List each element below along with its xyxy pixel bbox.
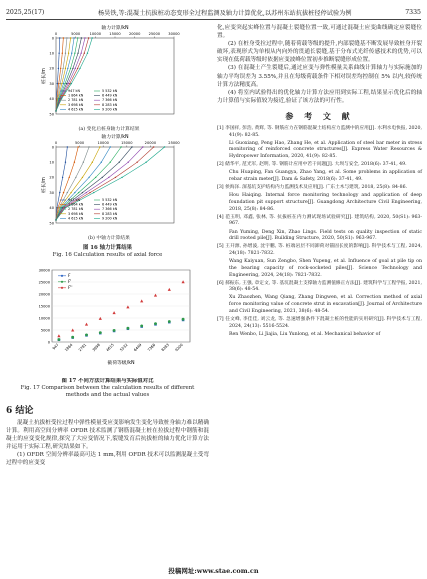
data-point	[95, 177, 96, 178]
data-point	[72, 68, 73, 69]
data-point	[88, 37, 89, 38]
data-point	[71, 83, 72, 84]
legend-label: 8 283 kN	[102, 211, 118, 216]
x-tick-label: 15000	[109, 32, 121, 36]
legend-label: 5 532 kN	[102, 89, 118, 93]
fig17-caption-cn: 图 17 不同方法计算结果与实际值对比	[61, 378, 154, 384]
y-tick-label: 25000	[38, 280, 50, 285]
x-tick-label: 9200	[174, 342, 184, 353]
data-point	[168, 288, 171, 291]
y-tick-label: 10	[49, 51, 54, 56]
x-tick-label: 20000	[128, 32, 141, 36]
reference-item: [3] 侯海泽. 深基坑支护结构内力监测技术及应用[J]. 广东土木与建筑, 2018, 25(8): 84-86.	[217, 185, 408, 191]
data-point	[59, 192, 60, 193]
y-tick-label: 10000	[38, 316, 50, 321]
y-tick-label: 40	[49, 206, 54, 211]
data-point	[70, 68, 71, 69]
data-point	[67, 146, 68, 147]
reference-item: Li Guoxiang, Peng Hao, Zhang He, et al. Application of steel bar meter in stress monitoring of reinforced concrete structures[J]. Express Water Resources & Hydropower Information, 2020, 41(9): 82-85.	[229, 140, 422, 160]
data-point	[58, 53, 59, 54]
data-point	[63, 192, 64, 193]
legend-label: 7 366 kN	[102, 98, 118, 103]
data-point	[102, 177, 103, 178]
reference-item: [7] 任文峰, 李佳佳, 刘云龙, 等. 急速增强条件下混凝土桩的性能的实用研究[J]. 科学技术与工程, 2024, 24(13): 5516-5524.	[217, 316, 422, 329]
x-tick-label: 947	[51, 342, 60, 351]
section-heading: 6 结论	[6, 406, 34, 416]
data-point	[115, 177, 116, 178]
data-point	[65, 68, 66, 69]
data-point	[84, 53, 85, 54]
reference-item: [2] 储华平, 范光军, 赵明, 等. 钢筋计应用中若干问题[J]. 大坝与安全, 2018(6): 37-41, 49.	[217, 162, 407, 168]
data-point	[84, 37, 85, 38]
data-point	[65, 53, 66, 54]
legend-label: 6 449 kN	[102, 93, 118, 98]
reference-item: Xu Zhaozhen, Wang Qiang, Zhang Dingwen, et al. Correction method of axial force monitoring value of concrete strut in excavation[J]. Journal of Architecture and Civil Engineering, 2021, 38(6): 48-54.	[229, 295, 422, 314]
data-point	[93, 192, 94, 193]
y-tick-label: 20000	[38, 292, 50, 297]
data-point	[92, 162, 93, 163]
y-tick-label: 40	[49, 97, 54, 102]
running-header	[6, 5, 421, 20]
data-point	[119, 162, 120, 163]
left-column	[6, 24, 209, 468]
y-tick-label: 30	[49, 190, 54, 195]
data-point	[86, 192, 87, 193]
data-point	[80, 53, 81, 54]
y-tick-label: 50	[49, 112, 54, 117]
legend-label: F	[68, 273, 71, 278]
data-point	[78, 192, 79, 193]
data-point	[68, 53, 69, 54]
data-point	[58, 68, 59, 69]
data-point	[85, 334, 88, 337]
legend-label: 8 283 kN	[102, 102, 118, 107]
data-point	[140, 325, 143, 328]
y-tick-label: 50	[49, 221, 54, 226]
legend-label: 2 781 kN	[68, 98, 84, 103]
data-point	[65, 162, 66, 163]
header-page-number: 7335	[405, 8, 421, 16]
y-tick-label: 20	[49, 66, 54, 71]
data-point	[61, 83, 62, 84]
data-point	[91, 37, 92, 38]
conclusion-item-4: (4) 将室内试验得出的优化轴力计算方法应用到实际工程,结果显示优化后的轴力计算值与实际值较为接近,验证了该方法的可行性。	[217, 89, 422, 104]
conclusion-item-2: (2) 在桩身受拉过程中,随着荷载等级的提升,内部裂缝基不断发展导致桩身开裂破坏,表现形式为单根从内向外的贯通长裂缝,基于分布式光纤传感技术的优势,可以实现在低荷载等级时依据应变波峰位置初步推断裂缝形成位置。	[217, 41, 422, 64]
x-tick-label: 25000	[168, 141, 180, 145]
x-tick-label: 10000	[97, 141, 109, 145]
x-tick-label: 1864	[64, 342, 74, 353]
data-point	[136, 162, 137, 163]
fig17-chart	[28, 262, 198, 374]
data-point	[110, 146, 111, 147]
y-tick-label: 0	[51, 36, 54, 41]
x-tick-label: 8283	[160, 342, 171, 353]
data-point	[108, 177, 109, 178]
data-point	[59, 37, 60, 38]
data-point	[66, 37, 67, 38]
data-point	[74, 53, 75, 54]
legend-label: 3 698 kN	[68, 102, 84, 107]
legend-label: F''	[68, 285, 73, 290]
legend-label: 947 kN	[68, 198, 81, 202]
data-point	[127, 327, 130, 330]
fig17-caption-en: Fig. 17 Comparison between the calculation results of different methods and the actual values	[20, 385, 195, 398]
y-tick-label: 15000	[38, 304, 50, 309]
data-point	[81, 37, 82, 38]
reference-item: Hou Haiqing. Internal force monitoring technology and application of deep foundation pit support structure[J]. Guangdong Architecture Civil Engineering, 2018, 25(8): 84-86.	[229, 193, 422, 212]
data-point	[74, 162, 75, 163]
data-point	[89, 192, 90, 193]
data-point	[57, 83, 58, 84]
data-point	[79, 68, 80, 69]
data-point	[71, 53, 72, 54]
legend-label: 9 200 kN	[102, 107, 118, 112]
conclusion-item-1: (1) OFDR 空间分辨率最高可达 1 mm,利用 OFDR 技术可以监测混凝土受弯过程中的应变变	[6, 452, 209, 467]
y-tick-label: 5000	[40, 328, 50, 333]
figure-17	[28, 262, 198, 378]
y-axis-label: 桩长/m	[42, 177, 47, 193]
y-tick-label: 0	[47, 340, 50, 345]
x-tick-label: 30000	[168, 32, 180, 36]
conclusion-intro: 混凝土抗拔桩受拉过程中弹性模量受应变影响发生变化导致桩身轴力难以精确计算。利用高空间分辨率 OFDR 技术监测了钢筋混凝土桩在拉拔过程中钢筋和混凝土的应变变化规律,探究了大应变情况下,裂缝发育后抗拔桩的轴力优化计算方法并运用于实际工程,研究结果如下。	[6, 420, 209, 451]
reference-item: [1] 李国祥, 彭浩, 黄辉, 等. 钢筋应力在钢筋混凝土结构应力监测中的应用[J]. 水利水电快报, 2020, 41(9): 82-85.	[217, 125, 422, 138]
data-point	[121, 177, 122, 178]
data-point	[99, 331, 102, 334]
x-tick-label: 2781	[77, 342, 88, 353]
data-point	[142, 146, 143, 147]
reference-item: [5] 王开源, 孙增波, 沈宇鹏, 等. 桩端岩层不同卸荷对锚固长度的影响[J]. 科学技术与工程, 2024, 24(18): 7821-7832.	[217, 244, 422, 257]
data-point	[140, 299, 143, 302]
data-point	[77, 53, 78, 54]
data-point	[62, 68, 63, 69]
data-point	[131, 146, 132, 147]
legend-label: F'	[68, 279, 72, 284]
data-point	[67, 192, 68, 193]
data-point	[128, 162, 129, 163]
reference-item: Ren Wenbo, Li Jiajia, Liu Yunlong, et al. Mechanical behavior of	[229, 331, 381, 337]
legend-label: 4 615 kN	[68, 107, 84, 112]
x-tick-label: 5000	[71, 32, 81, 36]
data-point	[182, 318, 185, 321]
data-point	[99, 146, 100, 147]
x-tick-label: 7366	[146, 342, 157, 353]
x-axis-label: 截荷等级/kN	[107, 361, 135, 366]
data-point	[74, 192, 75, 193]
fig16-caption-cn: 图 16 轴力计算结果	[83, 245, 132, 251]
fig16a-subcaption: (a) 变化后桩身轴力计算结果	[78, 127, 140, 132]
fig16-caption-en: Fig. 16 Calculation results of axial force	[52, 252, 163, 258]
data-point	[57, 334, 60, 337]
data-point	[120, 146, 121, 147]
data-point	[85, 323, 88, 326]
data-point	[145, 162, 146, 163]
x-tick-label: 10000	[89, 32, 102, 36]
data-point	[70, 192, 71, 193]
data-point	[82, 177, 83, 178]
legend-label: 1 864 kN	[68, 202, 84, 207]
data-point	[62, 53, 63, 54]
conclusion-item-1-cont: 化,应变突起实峰位置与混凝土裂缝位置一致,可通过混凝土应变曲线确定应裂缝位置。	[217, 25, 422, 40]
data-point	[63, 37, 64, 38]
data-point	[71, 336, 74, 339]
data-point	[75, 68, 76, 69]
data-point	[88, 177, 89, 178]
x-tick-label: 6449	[133, 342, 143, 353]
legend-label: 7 366 kN	[102, 207, 118, 212]
legend-label: 4 615 kN	[68, 216, 84, 221]
legend-label: 6 449 kN	[102, 202, 118, 207]
data-point	[164, 146, 165, 147]
fig16a-chart	[34, 24, 184, 124]
reference-item: [4] 范玉明, 邓鑫, 张林, 等. 抗拔桩在内力测试现场试验研究[J]. 建筑结构, 2020, 50(S1): 963-967.	[217, 214, 422, 227]
legend-label: 1 864 kN	[68, 93, 84, 98]
x-tick-label: 3698	[91, 342, 102, 353]
data-point	[60, 83, 61, 84]
data-point	[182, 280, 185, 283]
y-tick-label: 10	[49, 160, 54, 165]
reference-item: [6] 郝振东, 王强, 章定文, 等. 基坑混凝土支撑轴力监测值修正方法[J]. 建筑科学与工程学报, 2021, 38(6): 48-54.	[217, 280, 422, 293]
data-point	[87, 53, 88, 54]
data-point	[113, 329, 116, 332]
legend-marker	[61, 281, 63, 283]
data-point	[77, 146, 78, 147]
data-point	[154, 322, 157, 325]
data-point	[82, 192, 83, 193]
data-point	[60, 68, 61, 69]
data-point	[73, 37, 74, 38]
data-point	[101, 162, 102, 163]
data-point	[58, 83, 59, 84]
x-tick-label: 4615	[105, 342, 115, 353]
fig16b-subcaption: (b) 中轴力计算结果	[88, 236, 130, 241]
data-point	[113, 311, 116, 314]
reference-list	[217, 126, 422, 338]
figure-16	[34, 24, 184, 242]
data-point	[69, 177, 70, 178]
data-point	[77, 68, 78, 69]
y-tick-label: 30	[49, 81, 54, 86]
data-point	[67, 68, 68, 69]
y-axis-label: 桩长/m	[42, 68, 47, 84]
x-axis-label: 轴力计算/kN	[101, 135, 129, 140]
x-tick-label: 0	[54, 141, 58, 145]
header-volume: 2025,25(17)	[6, 8, 45, 16]
legend-label: 5 532 kN	[102, 198, 118, 202]
data-point	[55, 110, 56, 111]
fig16b-chart	[34, 133, 184, 233]
x-tick-label: 5000	[75, 141, 85, 145]
legend-label: 3 698 kN	[68, 211, 84, 216]
legend-label: 947 kN	[68, 89, 81, 93]
data-point	[58, 338, 61, 341]
legend-label: 9 200 kN	[102, 216, 118, 221]
conclusion-item-3: (3) 在混凝土产生裂缝后,通过应变与弹性模量关系曲线计算轴力与实际施加的轴力平均误差为 3.55%,并且在每级荷载条件下相对误差均控制在 5% 以内,较传统计算方法精度高。	[217, 65, 422, 88]
x-tick-label: 25000	[148, 32, 161, 36]
reference-item: Fan Yuming, Deng Xin, Zhao Lings. Field tests on quality inspection of static drill rooted pile[J]. Building Structure, 2020, 50(S1): 963-967.	[229, 229, 422, 242]
data-point	[83, 162, 84, 163]
data-point	[168, 320, 171, 323]
data-point	[66, 83, 67, 84]
y-tick-label: 30000	[38, 268, 50, 273]
data-point	[153, 146, 154, 147]
reference-item: Chu Huaping, Fan Guangya, Zhao Yang, et al. Some problems in application of rebar strain meter[J]. Dam & Safety, 2018(6): 37-41, 49.	[229, 170, 422, 183]
data-point	[63, 83, 64, 84]
legend-marker	[61, 287, 63, 289]
data-point	[62, 177, 63, 178]
header-title: 杨昊铁,等:混凝土抗拔桩动态变形全过程监测及轴力计算优化,以苏州东站抗拔桩径停试验为例	[98, 9, 352, 17]
legend-marker	[61, 275, 63, 277]
data-point	[110, 162, 111, 163]
x-tick-label: 5532	[119, 342, 129, 353]
y-tick-label: 0	[51, 145, 54, 150]
y-tick-label: 20	[49, 175, 54, 180]
x-tick-label: 0	[54, 32, 58, 36]
x-axis-label: 轴力计算/kN	[101, 26, 129, 31]
references-heading: 参 考 文 献	[285, 110, 354, 121]
data-point	[99, 317, 102, 320]
legend-label: 2 781 kN	[68, 207, 84, 212]
reference-item: Wang Kaiyuan, Sun Zengbo, Shen Yupeng, et al. Influence of goal at pile tip on the bearing capacity of rock-socketed piles[J]. Science Technology and Engineering, 2024, 24(18): 7821-7832.	[229, 259, 422, 278]
data-point	[55, 219, 56, 220]
x-tick-label: 20000	[144, 141, 157, 145]
right-column	[217, 24, 422, 340]
x-tick-label: 15000	[121, 141, 133, 145]
footer-url: 投稿网址:www.stae.com.cn	[168, 567, 259, 575]
data-point	[65, 207, 66, 208]
data-point	[77, 37, 78, 38]
data-point	[61, 98, 62, 99]
data-point	[64, 83, 65, 84]
data-point	[67, 83, 68, 84]
data-point	[69, 83, 70, 84]
data-point	[75, 177, 76, 178]
data-point	[70, 37, 71, 38]
data-point	[88, 146, 89, 147]
